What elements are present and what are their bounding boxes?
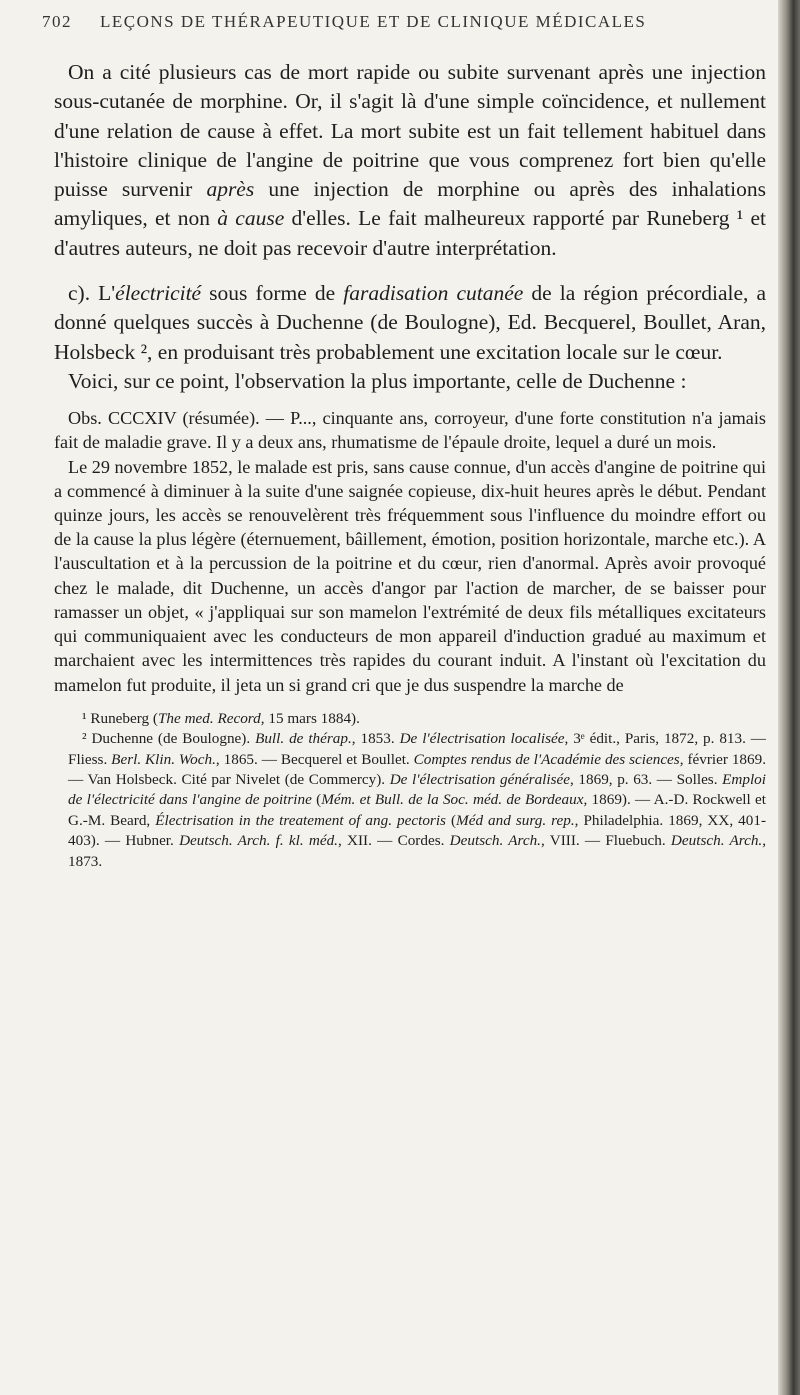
text-run-italic: Deutsch. Arch. (449, 832, 541, 850)
text-run: On a cité plusieurs cas de mort rapide ou subite survenant après une injection sous-cutanée de morphine. Or, il s'agit là d'une simple coïncidence, et nullement d'une relation de cause à effet. La mort subite est un fait tellement habituel dans l'histoire clinique de l'angine de poitrine que vous comprenez fort bien qu'elle puisse survenir (54, 60, 766, 202)
text-run: sous forme de (201, 281, 344, 306)
text-run-italic: Emploi de l'électricité dans l'angine de poitrine (68, 770, 766, 809)
text-run: c). L' (68, 281, 116, 306)
footnote-1 (54, 709, 766, 729)
running-header (42, 12, 754, 32)
text-run: , 1873. (68, 832, 767, 870)
text-run-italic: Deutsch. Arch. (670, 832, 763, 850)
text-run-italic: Méd and surg. rep. (456, 811, 575, 829)
text-run-italic: faradisation cutanée (343, 281, 524, 306)
page-edge-shadow (778, 0, 800, 1395)
page-number: 702 (42, 12, 72, 31)
text-run: d'elles. Le fait malheureux rapporté par Runeberg ¹ et d'autres auteurs, ne doit pas recevoir d'autre interprétation. (54, 206, 767, 260)
text-run: de la région précordiale, a donné quelques succès à Duchenne (de Boulogne), Ed. Becquerel, Boullet, Aran, Holsbeck ², en produisant très probablement une excitation locale sur le cœur. (54, 281, 766, 364)
text-run-italic: The med. Record (157, 709, 261, 727)
text-run: ( (445, 811, 457, 829)
text-run: , 1869). — A.-D. Rockwell et G.-M. Beard, (68, 791, 766, 829)
text-run-italic: Comptes rendus de l'Académie des sciences (413, 750, 680, 768)
paragraph-morphine (54, 58, 766, 263)
footnote-2 (54, 729, 766, 872)
text-run: , XII. — Cordes. (337, 832, 450, 850)
running-title: LEÇONS DE THÉRAPEUTIQUE ET DE CLINIQUE MÉDICALES (100, 12, 647, 31)
text-run: ¹ Runeberg ( (82, 709, 158, 727)
text-run-italic: Électrisation in the treatement of ang. pectoris (155, 811, 446, 829)
text-run-italic: Deutsch. Arch. f. kl. méd. (179, 832, 338, 850)
text-run: , VIII. — Fluebuch. (540, 832, 671, 850)
text-run: , février 1869. — Van Holsbeck. Cité par Nivelet (de Commercy). (68, 750, 766, 788)
text-run-italic: électricité (115, 281, 202, 306)
text-run: ( (311, 791, 322, 809)
text-run: , Philadelphia. 1869, XX, 401-403). — Hubner. (68, 811, 766, 850)
page-body (54, 58, 766, 872)
observation-summary: Obs. CCCXIV (résumée). — P..., cinquante ans, corroyeur, d'une forte constitution n'a jamais fait de maladie grave. Il y a deux ans, rhumatisme de l'épaule droite, lequel a duré un mois. (54, 408, 766, 453)
text-run-italic: Bull. de thérap. (255, 730, 352, 748)
text-run: , 1869, p. 63. — Solles. (570, 770, 723, 788)
observation-case: Le 29 novembre 1852, le malade est pris, sans cause connue, d'un accès d'angine de poitrine qui a commencé à diminuer à la suite d'une saignée copieuse, dix-huit heures après le début. Pendant quinze jours, les accès se renouvelèrent très fréquemment sous l'influence du moindre effort ou de la cause la plus légère (éternuement, bâillement, émotion, position horizontale, marche etc.). A l'auscultation et à la percussion de la poitrine et du cœur, rien d'anormal. Après avoir provoqué chez le malade, dit Duchenne, un accès d'angor par l'action de marcher, de se baisser pour ramasser un objet, « j'appliquai sur son mamelon l'extrémité de deux fils métalliques excitateurs qui communiquaient avec les conducteurs de mon appareil d'induction gradué au maximum et marchaient avec les intermittences très rapides du courant induit. A l'instant où l'excitation du mamelon fut produite, il jeta un si grand cri que je dus suspendre la marche de (54, 456, 766, 695)
text-run: , 1865. — Becquerel et Boullet. (215, 750, 414, 768)
paragraph-electricity (54, 279, 766, 367)
text-run: ² Duchenne (de Boulogne). (82, 730, 256, 748)
text-run-italic: De l'électrisation généralisée (389, 770, 571, 788)
text-run: , 1853. (351, 730, 400, 748)
text-run: une injection de morphine ou après des inhalations amyliques, et non (54, 177, 766, 231)
text-run-italic: Mém. et Bull. de la Soc. méd. de Bordeaux (321, 791, 584, 809)
text-run: , 3ᵉ édit., Paris, 1872, p. 813. — Fliess. (68, 730, 766, 768)
text-run-italic: à cause (217, 206, 285, 231)
text-run-italic: De l'électrisation localisée (399, 730, 565, 748)
text-run-italic: Berl. Klin. Woch. (111, 750, 216, 768)
text-run-italic: après (206, 177, 255, 202)
text-run: , 15 mars 1884). (260, 709, 360, 727)
paragraph-duchenne-intro: Voici, sur ce point, l'observation la plus importante, celle de Duchenne : (68, 368, 687, 393)
